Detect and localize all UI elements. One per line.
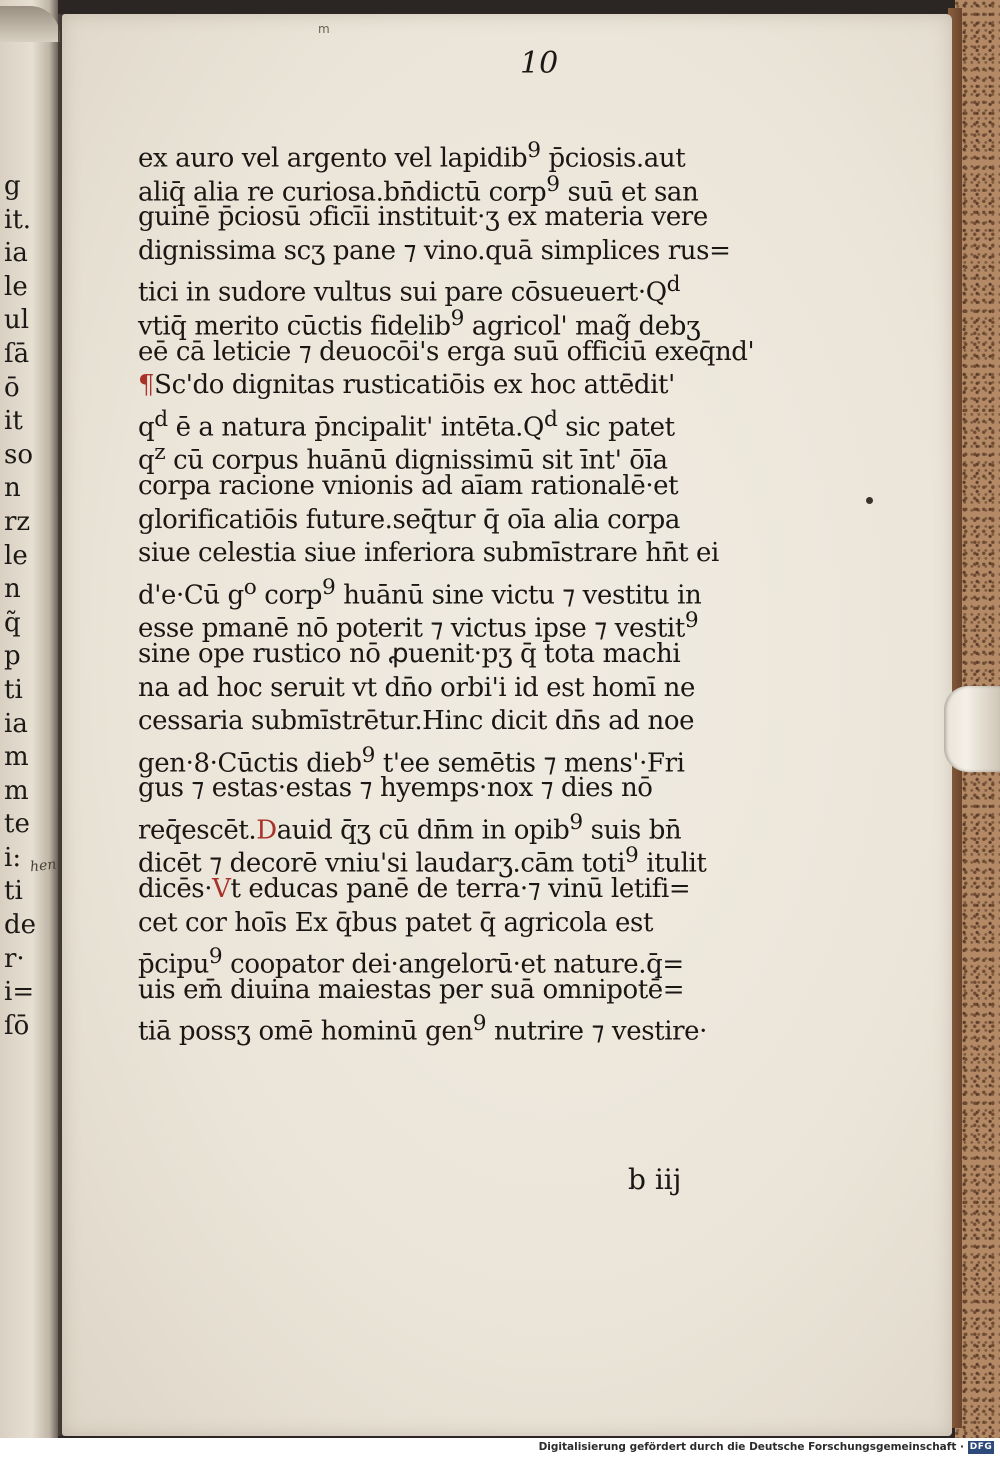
facing-page-fragment: n <box>4 574 21 605</box>
text-line: aliq̄ alia re curiosa.bn̄dictū corp$^9$ suū et san <box>138 171 699 208</box>
corner-mark: m <box>318 22 330 36</box>
dfg-logo: DFG <box>969 1442 993 1452</box>
marginal-note: hen <box>29 856 58 876</box>
text-line: d'e·Cū $g^o$ corp$^9$ huānū sine victu ⁊ vestitu in <box>138 574 702 611</box>
facing-page-fragment: ſā <box>4 338 30 369</box>
text-line: sine ope rustico nō ꝓuenit·pʒ q̄ tota machi <box>138 638 681 669</box>
text-line: guinē p̄ciosū ɔficīi instituit·ʒ ex materia vere <box>138 202 708 233</box>
facing-page-fragment: ſō <box>4 1010 30 1041</box>
folio-number: 10 <box>520 46 559 81</box>
text-line: req̄escēt.Dauid q̄ʒ cū dn̄m in opib$^9$ suis bn̄ <box>138 809 682 846</box>
text-line: glorificatiōis future.seq̄tur q̄ oīa alia corpa <box>138 504 680 535</box>
facing-page-fragment: n <box>4 473 21 504</box>
page-curl <box>0 6 60 42</box>
text-line: na ad hoc seruit vt dn̄o orbi'i id est homī ne <box>138 672 695 703</box>
ink-dot <box>866 497 873 504</box>
facing-page-fragment: r· <box>4 943 25 974</box>
facing-page-fragment: m <box>4 742 29 773</box>
text-line: ¶Sc'do dignitas rusticatiōis ex hoc attēdit' <box>138 370 675 401</box>
facing-page-fragment: ul <box>4 305 30 336</box>
facing-page-fragment: i: <box>4 842 22 873</box>
facing-page-fragment: ti <box>4 674 23 705</box>
text-line: tici in sudore vultus sui pare $cōsueuert\cdot Q^d$ <box>138 272 681 309</box>
text-line: p̄cipu$^9$ coopator dei·angelorū·et nature.q̄= <box>138 944 684 980</box>
text-line: dicēt ⁊ decorē vniu'si laudarʒ.cām toti$^9$ itulit <box>138 843 707 880</box>
facing-page-fragment: p <box>4 641 21 672</box>
facing-page-fragment: rz <box>4 506 31 537</box>
facing-page-fragment: ia <box>4 708 28 739</box>
text-line: dicēs·Vt educas panē de terra·⁊ vinū letifi= <box>138 874 691 905</box>
facing-page-text <box>4 170 54 1043</box>
facing-page-fragment: m <box>4 775 29 806</box>
text-line: siue celestia siue inferiora submīstrare hn̄t ei <box>138 538 719 569</box>
facing-page-fragment: i= <box>4 977 35 1008</box>
facing-page-fragment: it <box>4 406 23 437</box>
text-line: $q^z$ cū corpus huānū dignissimū sit īnt' ōīa <box>138 440 668 476</box>
footer-bar <box>0 1438 1000 1458</box>
facing-page-fragment: le <box>4 540 28 571</box>
footer-credit: Digitalisierung gefördert durch die Deutsche Forschungsgemeinschaft · <box>538 1441 964 1453</box>
text-line: esse pmanē nō poterit ⁊ victus ipse ⁊ vestit$^9$ <box>138 608 699 644</box>
text-line: eē cā leticie ⁊ deuocōi's erga suū officiū exeq̄nd' <box>138 336 755 367</box>
facing-page-fragment: de <box>4 910 37 941</box>
text-line: corpa racione vnionis ad aīam rationalē·et <box>138 470 679 501</box>
text-line: tiā possʒ omē hominū gen$^9$ nutrire ⁊ vestire· <box>138 1011 707 1048</box>
page-text-block <box>138 134 758 1048</box>
facing-page-fragment: ti <box>4 876 23 907</box>
facing-page-fragment: ō <box>4 372 20 403</box>
facing-page-fragment: g <box>4 171 21 201</box>
facing-page-fragment: le <box>4 271 28 302</box>
facing-page-left <box>0 0 58 1438</box>
text-line: ex auro vel argento vel lapidib$^9$ p̄ciosis.aut <box>138 138 686 174</box>
facing-page-fragment: so <box>4 439 33 470</box>
text-line: cet cor hoīs Ex q̄bus patet q̄ agricola est <box>138 907 654 938</box>
text-line: gen·8·Cūctis dieb$^9$ t'ee semētis ⁊ mens'·Fri <box>138 742 685 779</box>
text-line: gus ⁊ estas·estas ⁊ hyemps·nox ⁊ dies nō <box>138 773 653 804</box>
facing-page-fragment: q̃ <box>4 607 21 638</box>
book-clasp <box>944 686 1000 772</box>
facing-page-fragment: ia <box>4 238 28 269</box>
facing-page-fragment: te <box>4 809 30 840</box>
text-line: cessaria submīstrētur.Hinc dicit dn̄s ad noe <box>138 706 695 737</box>
text-line: $q^d$ ē a natura p̄ncipalit' $intēta.Q^d$ sic patet <box>138 406 675 443</box>
signature-mark: b iij <box>628 1163 682 1196</box>
text-line: dignissima scʒ pane ⁊ vino.quā simplices rus= <box>138 235 731 266</box>
facing-page-fragment: it. <box>4 204 32 235</box>
text-line: uis em̄ diuina maiestas per suā omnipotē= <box>138 974 685 1005</box>
text-line: vtiq̄ merito cūctis fidelib$^9$ agricol' mag̃ debʒ <box>138 305 701 342</box>
